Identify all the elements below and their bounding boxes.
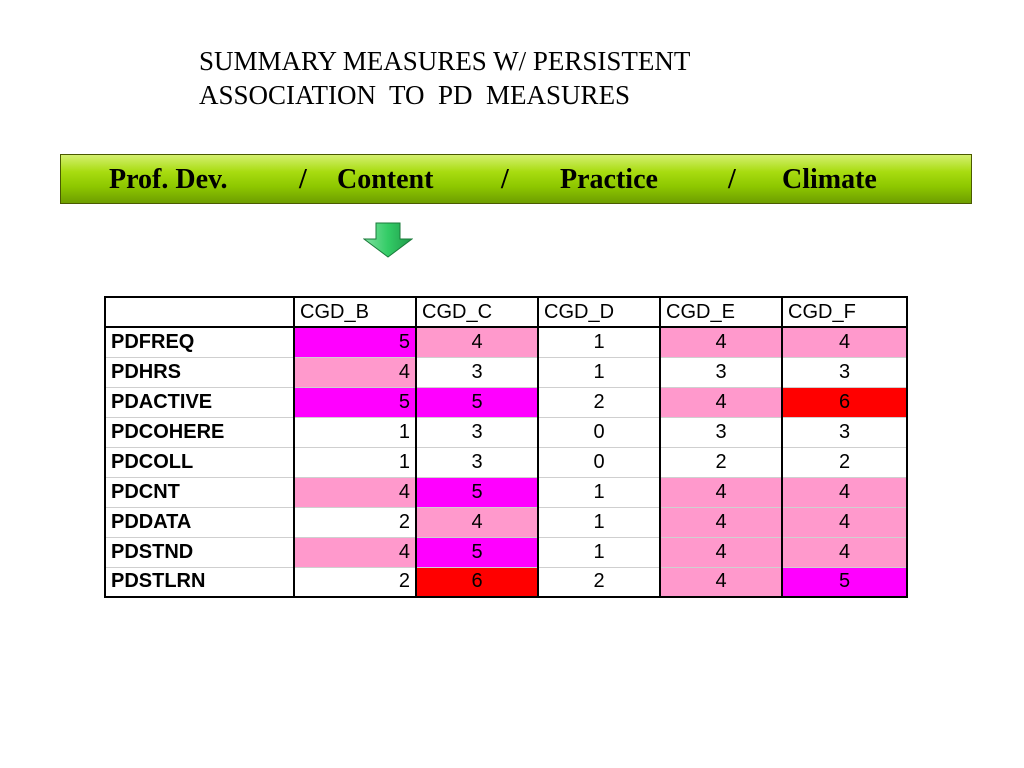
table-cell: 3 [416, 357, 538, 387]
table-cell: 2 [294, 507, 416, 537]
table-row [105, 357, 907, 387]
table-cell: 1 [538, 477, 660, 507]
table-cell: 0 [538, 417, 660, 447]
row-label: PDFREQ [105, 327, 294, 357]
table-cell: 4 [660, 477, 782, 507]
table-cell: 4 [782, 537, 907, 567]
table-cell: 3 [782, 417, 907, 447]
table-cell: 4 [782, 507, 907, 537]
row-label: PDSTND [105, 537, 294, 567]
table-cell: 2 [660, 447, 782, 477]
row-label: PDCNT [105, 477, 294, 507]
table-cell: 2 [538, 567, 660, 597]
table-cell: 1 [538, 357, 660, 387]
row-label: PDDATA [105, 507, 294, 537]
table-row [105, 477, 907, 507]
table-row [105, 537, 907, 567]
row-label: PDCOHERE [105, 417, 294, 447]
table-row [105, 327, 907, 357]
banner-content: Content [337, 164, 434, 195]
table-cell: 4 [660, 567, 782, 597]
table-cell: 4 [294, 357, 416, 387]
table-cell: 4 [660, 327, 782, 357]
table-cell: 5 [782, 567, 907, 597]
measures-table [104, 296, 908, 598]
table-row [105, 507, 907, 537]
table-cell: 2 [538, 387, 660, 417]
column-header-cgd-c: CGD_C [416, 297, 538, 327]
title-line-1: SUMMARY MEASURES W/ PERSISTENT [199, 46, 691, 76]
table-cell: 2 [782, 447, 907, 477]
row-label: PDHRS [105, 357, 294, 387]
column-header-blank [105, 297, 294, 327]
table-cell: 4 [416, 327, 538, 357]
banner-practice: Practice [560, 164, 658, 195]
banner-separator-2: / [501, 164, 509, 195]
table-cell: 6 [782, 387, 907, 417]
table-cell: 6 [416, 567, 538, 597]
slide-title [199, 44, 959, 112]
table-cell: 4 [660, 537, 782, 567]
table-row [105, 387, 907, 417]
column-header-cgd-e: CGD_E [660, 297, 782, 327]
table-cell: 3 [660, 417, 782, 447]
table-row [105, 447, 907, 477]
table-cell: 1 [538, 327, 660, 357]
table-cell: 1 [294, 447, 416, 477]
table-cell: 4 [782, 327, 907, 357]
column-header-cgd-d: CGD_D [538, 297, 660, 327]
row-label: PDCOLL [105, 447, 294, 477]
table-cell: 5 [416, 477, 538, 507]
table-cell: 0 [538, 447, 660, 477]
table-cell: 3 [416, 417, 538, 447]
row-label: PDSTLRN [105, 567, 294, 597]
table-cell: 4 [782, 477, 907, 507]
table-cell: 3 [782, 357, 907, 387]
table-cell: 5 [416, 387, 538, 417]
table-cell: 4 [294, 537, 416, 567]
table-cell: 4 [660, 387, 782, 417]
table-row [105, 567, 907, 597]
down-arrow-icon [363, 222, 413, 258]
table-cell: 1 [294, 417, 416, 447]
banner-prof-dev: Prof. Dev. [109, 164, 228, 195]
table-cell: 4 [660, 507, 782, 537]
row-label: PDACTIVE [105, 387, 294, 417]
banner-separator-1: / [299, 164, 307, 195]
table-cell: 5 [294, 387, 416, 417]
table-cell: 3 [416, 447, 538, 477]
measures-banner [60, 154, 972, 204]
table-row [105, 417, 907, 447]
table-cell: 4 [416, 507, 538, 537]
table-cell: 5 [416, 537, 538, 567]
banner-climate: Climate [782, 164, 877, 195]
table-cell: 1 [538, 507, 660, 537]
banner-separator-3: / [728, 164, 736, 195]
table-cell: 3 [660, 357, 782, 387]
table-cell: 5 [294, 327, 416, 357]
column-header-cgd-b: CGD_B [294, 297, 416, 327]
table-cell: 4 [294, 477, 416, 507]
title-line-2: ASSOCIATION TO PD MEASURES [199, 80, 631, 110]
table-cell: 2 [294, 567, 416, 597]
column-header-cgd-f: CGD_F [782, 297, 907, 327]
table-cell: 1 [538, 537, 660, 567]
table-header-row [105, 297, 907, 327]
